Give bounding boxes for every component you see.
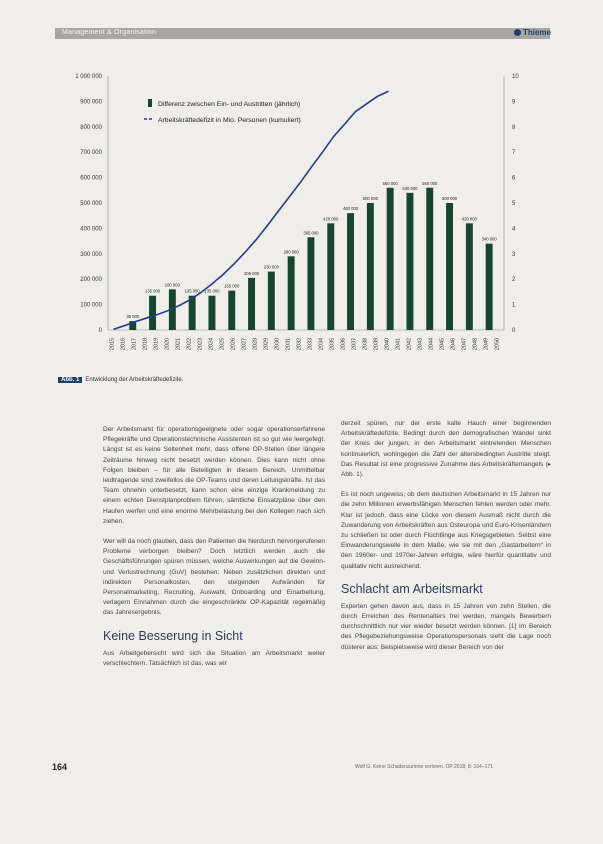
bar-label: 230 000 [263,264,279,270]
x-tick-label: 2030 [274,337,281,351]
bar [367,203,374,330]
y-tick-label-right: 4 [512,226,516,233]
bar-label: 500 000 [362,196,378,201]
x-tick-label: 2043 [417,337,424,351]
section-label: Management & Organisation [62,29,157,36]
bar-label: 420 000 [323,216,339,222]
bar-label: 35 000 [126,314,140,320]
paragraph: Es ist noch ungewiss, ob dem deutschen Arbeitsmarkt in 15 Jahren nur die zehn Millionen erwerbsfähigen Menschen fehlen werden oder mehr. Klar ist jedoch, dass eine Lücke von diesem Ausmaß nicht durch die Zuwanderung von Arbeitskräften aus Osteuropa und Euro-Krisenländern zu schließen ist oder durch Flüchtlinge aus Kriegsgebieten. Selbst eine Einwanderungswelle in dem Maße, wie sie mit den „Gastarbeitern“ in den 1960er- und 1970er-Jahren erfolgte, wäre hierfür quantitativ und qualitativ nicht ausreichend. [341,491,551,570]
x-tick-label: 2027 [241,337,248,351]
x-tick-label: 2046 [450,337,457,351]
bar-label: 420 000 [461,216,477,222]
x-tick-label: 2050 [494,337,501,351]
footer-citation: Wolf G. Keine Schadensumme verloren. OP 2018; 8: 164–171 [355,764,493,770]
x-tick-label: 2038 [362,337,369,351]
x-tick-label: 2035 [329,337,336,351]
left-column [103,425,325,679]
bar [288,256,295,330]
y-tick-label-left: 600 000 [80,175,102,182]
x-tick-label: 2040 [384,337,391,351]
y-tick-label-left: 500 000 [80,201,102,207]
section-heading: Keine Besserung in Sicht [103,628,243,643]
y-tick-label-right: 2 [512,277,516,284]
paragraph: Wer will da noch glauben, dass den Patienten die hierdurch hervorgerufenen Probleme verborgen bleiben? Doch letztlich werden auch die Geschäftsführungen spüren müssen, welche Auswirkungen auf die Gewinn- und Verlustrechnung (GuV) bestehen: Neben zusätzlichen direkten und indirekten Personalkosten, den steigenden Aufwänden für Personalmarketing, Recruiting, Auswahl, Onboarding und Einarbeitung, verlagern Einnahmen durch die eingeschränkte OP-Kapazität regelmäßig das Jahresergebnis. [103,538,325,617]
paragraph: Experten gehen davon aus, dass in 15 Jahren von zehn Stellen, die durch Erreichen des Rentenalters frei werden, mangels Bewerbern durchschnittlich nur vier wieder besetzt werden können. [1] Im Bereich des Pflegebeziehungsweise Operationspersonals sieht die Lage noch düsterer aus: Beispielsweise wird dieser Bereich von der [341,602,551,651]
bar-label: 135 000 [184,288,200,294]
x-tick-label: 2036 [340,337,347,351]
x-tick-label: 2048 [472,337,479,351]
bar [406,193,413,330]
brand-logo-icon [514,29,521,36]
y-tick-label-right: 3 [512,251,516,258]
bar [466,223,473,330]
x-tick-label: 2021 [175,337,182,351]
paragraph: Aus Arbeitgebersicht wird sich die Situation am Arbeitsmarkt weiter verschlechtern. Tatsächlich ist das, was wir [103,649,325,667]
bar-label: 290 000 [283,249,299,255]
bar-label: 460 000 [342,206,359,212]
x-tick-label: 2031 [285,337,292,351]
x-tick-label: 2023 [197,337,204,351]
bar [189,296,196,330]
x-tick-label: 2045 [439,337,446,351]
y-tick-label-left: 100 000 [80,302,102,309]
chart [58,64,550,371]
legend-label: Arbeitskräftedefizit in Mio. Personen (kumuliert) [158,117,301,124]
y-tick-label-right: 8 [512,124,516,131]
y-tick-label-right: 6 [512,175,516,182]
legend-bar-swatch [148,99,152,107]
bar [327,223,334,330]
bar-label: 560 000 [422,180,438,186]
x-tick-label: 2029 [263,337,270,351]
x-tick-label: 2039 [373,337,380,351]
bar [486,244,493,330]
x-tick-label: 2025 [219,337,226,351]
y-tick-label-left: 300 000 [80,251,102,258]
bar-label: 135 000 [204,288,220,294]
bar-label: 205 000 [243,270,260,276]
bar-label: 340 000 [481,236,497,242]
bar [268,272,275,330]
brand [514,28,551,37]
bar [149,296,156,330]
bar [387,188,394,330]
bar [228,291,235,330]
x-tick-label: 2049 [483,337,490,351]
bar-label: 135 000 [144,288,161,294]
x-tick-label: 2047 [461,337,468,351]
x-tick-label: 2042 [406,337,413,351]
x-tick-label: 2044 [428,337,435,351]
y-tick-label-left: 700 000 [80,150,102,157]
bar-label: 365 000 [303,230,319,236]
x-tick-label: 2017 [131,337,138,351]
y-tick-label-left: 900 000 [80,99,102,106]
figure-caption-text: Entwicklung der Arbeitskräftedefizite. [85,377,184,383]
page-number: 164 [52,762,68,772]
x-tick-label: 2033 [307,337,314,351]
y-tick-label-right: 0 [512,328,516,334]
figure-caption [58,377,183,383]
bar-label: 540 000 [402,185,418,191]
y-tick-label-right: 9 [512,99,516,106]
y-tick-label-right: 5 [512,201,516,207]
figure-tag: Abb. 1 [58,377,82,383]
y-tick-label-left: 0 [98,328,102,334]
x-tick-label: 2037 [351,337,358,351]
bar [426,188,433,330]
bar-label: 560 000 [382,180,398,186]
x-tick-label: 2026 [230,337,237,351]
y-tick-label-left: 800 000 [80,124,102,131]
bar-label: 160 000 [164,282,180,288]
paragraph: Der Arbeitsmarkt für operationsgeeignete oder sogar operationserfahrene Pflegekräfte und Operationstechnische Assistenten ist so gut wie leergefegt. Längst ist es keine Seltenheit mehr, dass offene OP-Stellen über längere Zeiträume hinweg nicht besetzt werden können. Dies kann nicht ohne Folgen bleiben – für alle Beteiligten in diesem Bereich. Unmittelbar leidtragende sind zweifellos die OP-Teams und deren Leitungskräfte. Ist das Team ohnehin unterbesetzt, kann schon eine einzige Krankmeldung zu einem echten Dienstplanproblem führen, sämtliche Einsatzpläne über den Haufen werfen und eine enorme Mehrbelastung bei den Kollegen nach sich ziehen. [103,426,325,525]
bar [307,237,314,330]
x-tick-label: 2032 [296,337,303,351]
y-tick-label-left: 400 000 [80,226,102,233]
section-heading: Schlacht am Arbeitsmarkt [341,581,483,596]
y-tick-label-right: 7 [512,150,516,157]
x-tick-label: 2022 [186,337,193,351]
y-tick-label-left: 1 000 000 [75,74,102,80]
x-tick-label: 2034 [318,337,325,351]
brand-name: Thieme [522,28,551,37]
bar-label: 500 000 [441,196,458,201]
x-tick-label: 2028 [252,337,259,351]
bar [446,203,453,330]
x-tick-label: 2015 [109,337,116,351]
x-tick-label: 2020 [164,337,171,351]
y-tick-label-right: 1 [512,302,516,309]
x-tick-label: 2018 [142,337,149,351]
x-tick-label: 2024 [208,337,215,351]
bar [248,278,255,330]
legend-label: Differenz zwischen Ein- und Austritten (jährlich) [158,101,301,108]
x-tick-label: 2016 [120,337,127,351]
bar [208,296,215,330]
bar [347,213,354,330]
x-tick-label: 2041 [395,337,402,351]
right-column [341,419,551,663]
bar-label: 155 000 [224,283,240,289]
paragraph: derzeit spüren, nur der erste kalte Hauch einer beginnenden Arbeitskräftedefizite. Bedingt durch den demografischen Wandel sinkt der Kreis der jungen, in den Arbeitsmarkt eintretenden Menschen kontinuierlich, wohingegen die Zahl der altersbedingten Austritte steigt. Das Resultat ist eine progressive Zunahme des Arbeitskräftemangels (▸ Abb. 1). [341,420,551,479]
x-tick-label: 2019 [153,337,160,351]
y-tick-label-left: 200 000 [80,277,102,284]
y-tick-label-right: 10 [512,74,519,80]
